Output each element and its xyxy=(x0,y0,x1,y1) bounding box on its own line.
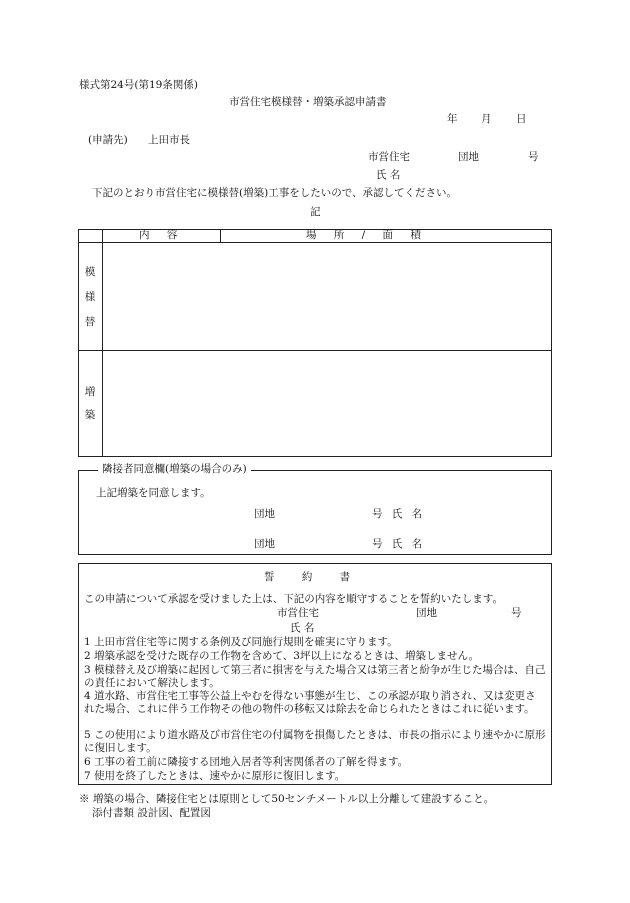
main-table-header-divider xyxy=(78,242,552,243)
row-extension-char-2: 築 xyxy=(84,409,96,421)
main-table xyxy=(78,229,552,457)
oath-complex-label: 団地 xyxy=(416,607,437,619)
column-header-content: 内 容 xyxy=(139,229,178,241)
neighbor-1-complex-label: 団地 xyxy=(254,508,275,520)
oath-item-7: 7 使用を終了したときは、速やかに原形に復旧します。 xyxy=(84,770,346,782)
main-table-row-divider xyxy=(78,350,552,351)
main-table-label-column-divider xyxy=(102,229,103,457)
applicant-unit-label: 号 xyxy=(528,151,539,163)
intro-sentence: 下記のとおり市営住宅に模様替(増築)工事をしたいので、承認してください。 xyxy=(92,187,457,199)
oath-housing-label: 市営住宅 xyxy=(277,607,319,619)
row-remodel-char-1: 模 xyxy=(84,266,96,278)
oath-item-6: 6 工事の着工前に隣接する団地入居者等利害関係者の了解を得ます。 xyxy=(84,756,409,768)
applicant-housing-label: 市営住宅 xyxy=(368,151,410,163)
oath-title: 誓 約 書 xyxy=(264,571,351,583)
document-title: 市営住宅模様替・増築承認申請書 xyxy=(229,96,387,108)
neighbor-2-complex-label: 団地 xyxy=(254,538,275,550)
form-number: 様式第24号(第19条関係) xyxy=(79,79,198,91)
date-year-label: 年 xyxy=(447,113,458,125)
applicant-name-label: 氏 名 xyxy=(376,169,401,181)
neighbor-consent-box xyxy=(78,470,552,555)
oath-item-3: 3 模様替え及び増築に起因して第三者に損害を与えた場合又は第三者と紛争が生じた場合は、自己の責任において解決します。 xyxy=(84,664,546,689)
oath-unit-label: 号 xyxy=(511,607,522,619)
date-month-label: 月 xyxy=(481,113,492,125)
recipient-label: (申請先) xyxy=(88,134,128,146)
neighbor-1-unit-name-label: 号 氏 名 xyxy=(372,508,423,520)
column-header-location-area: 場 所 / 面 積 xyxy=(306,229,421,241)
main-table-header-column-divider xyxy=(220,229,221,242)
row-remodel-char-3: 替 xyxy=(84,316,96,328)
date-day-label: 日 xyxy=(516,113,527,125)
oath-intro: この申請について承認を受けました上は、下記の内容を順守することを誓約いたします。 xyxy=(84,593,503,605)
oath-item-2: 2 増築承認を受けた既存の工作物を含めて、3坪以上になるときは、増築しません。 xyxy=(84,650,480,662)
oath-item-5: 5 この使用により道水路及び市営住宅の付属物を損傷したときは、市長の指示により速やかに原形に復旧します。 xyxy=(84,729,546,754)
oath-name-label: 氏 名 xyxy=(290,622,315,634)
neighbor-consent-text: 上記増築を同意します。 xyxy=(96,487,211,499)
oath-item-1: 1 上田市営住宅等に関する条例及び同施行規則を確実に守ります。 xyxy=(84,636,398,648)
footer-attachments: 添付書類 設計図、配置図 xyxy=(92,807,211,819)
row-extension-char-1: 増 xyxy=(84,386,96,398)
footer-note: ※ 増築の場合、隣接住宅とは原則として50センチメートル以上分離して建設すること。 xyxy=(79,793,495,805)
neighbor-consent-legend: 隣接者同意欄(増築の場合のみ) xyxy=(98,463,251,476)
ki-label: 記 xyxy=(310,206,321,218)
oath-item-4: 4 道水路、市営住宅工事等公益上やむを得ない事態が生じ、この承認が取り消され、又は変更された場合、これに伴う工作物その他の物件の移転又は除去を命じられたときはこれに従います。 xyxy=(84,690,536,715)
applicant-complex-label: 団地 xyxy=(458,151,479,163)
recipient-name: 上田市長 xyxy=(148,134,190,146)
row-remodel-char-2: 様 xyxy=(84,291,96,303)
neighbor-2-unit-name-label: 号 氏 名 xyxy=(372,538,423,550)
